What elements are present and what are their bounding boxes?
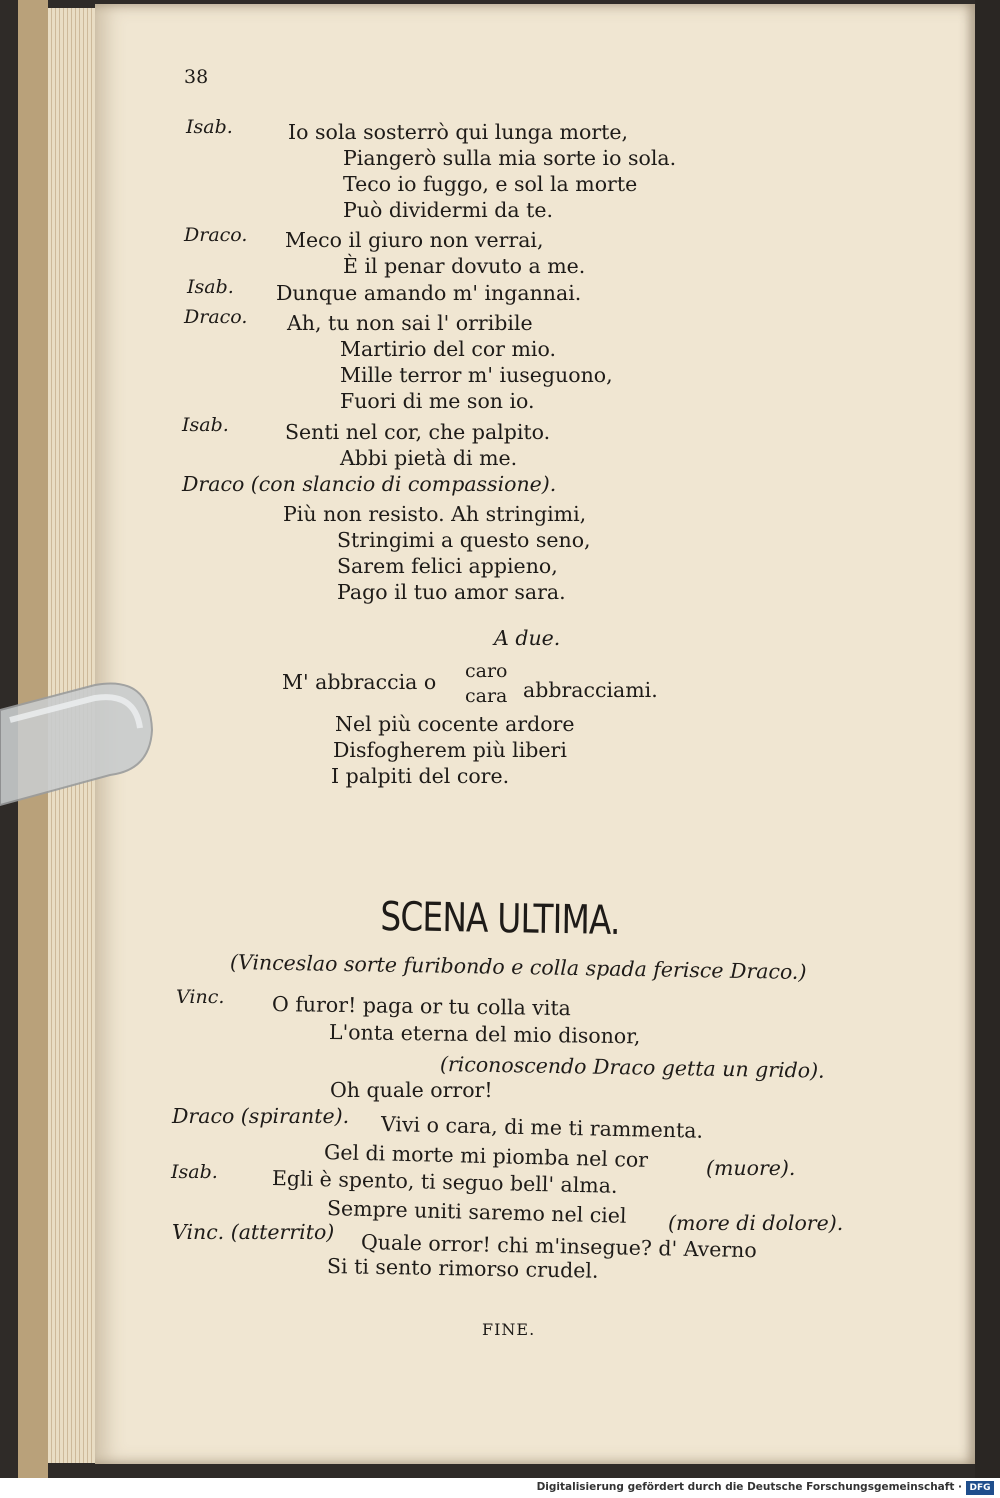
verse-line: Può dividermi da te. (343, 198, 553, 222)
footer-credit: Digitalisierung gefördert durch die Deutsche Forschungsgemeinschaft · (536, 1481, 962, 1493)
verse-line: Stringimi a questo seno, (337, 528, 591, 552)
page-number: 38 (184, 66, 209, 88)
book-spine-right (975, 0, 1000, 1478)
verse-variant-caro: caro (465, 660, 508, 682)
speaker-label: Isab. (182, 414, 229, 436)
verse-line: M' abbraccia o (282, 670, 437, 694)
verse-variant-cara: cara (465, 685, 508, 707)
verse-line: Quale orror! chi m'insegue? d' Averno (360, 1230, 757, 1263)
verse-line: Pago il tuo amor sara. (337, 580, 566, 604)
verse-line: Abbi pietà di me. (340, 446, 518, 470)
speaker-label: Vinc. (atterrito) (172, 1220, 335, 1244)
speaker-label: Isab. (186, 116, 233, 138)
verse-line: Egli è spento, ti seguo bell' alma. (271, 1166, 618, 1198)
verse-line: L'onta eterna del mio disonor, (328, 1020, 641, 1049)
speaker-label: Draco. (184, 306, 248, 328)
verse-line: Mille terror m' iuseguono, (340, 363, 613, 387)
verse-line: Più non resisto. Ah stringimi, (283, 502, 587, 526)
verse-line: Teco io fuggo, e sol la morte (343, 172, 638, 196)
verse-line: Martirio del cor mio. (340, 337, 556, 361)
verse-line: abbracciami. (523, 678, 658, 702)
verse-line: Oh quale orror! (330, 1078, 493, 1102)
verse-line: Vivi o cara, di me ti rammenta. (380, 1112, 704, 1143)
stage-direction: (riconoscendo Draco getta un grido). (439, 1052, 825, 1083)
speaker-label: Isab. (171, 1161, 218, 1183)
verse-line: Sempre uniti saremo nel ciel (326, 1196, 627, 1228)
verse-line: Piangerò sulla mia sorte io sola. (343, 146, 677, 170)
fine-label: FINE. (482, 1320, 536, 1339)
verse-line: Si ti sento rimorso crudel. (326, 1254, 599, 1283)
verse-line: È il penar dovuto a me. (343, 254, 586, 278)
speaker-label: Draco (spirante). (172, 1104, 350, 1128)
scene-heading: SCENA ULTIMA. (380, 893, 620, 945)
verse-line: Ah, tu non sai l' orribile (287, 311, 533, 335)
stage-direction: (Vinceslao sorte furibondo e colla spada ferisce Draco.) (229, 950, 807, 985)
page-clip (0, 680, 155, 820)
verse-line: Dunque amando m' ingannai. (276, 281, 582, 305)
verse-line: Io sola sosterrò qui lunga morte, (288, 120, 629, 144)
verse-line: Disfogherem più liberi (333, 738, 567, 762)
speaker-label: Draco. (184, 224, 248, 246)
speaker-label: Draco (con slancio di compassione). (182, 472, 557, 496)
speaker-label: Vinc. (176, 986, 225, 1008)
stage-direction: (muore). (706, 1156, 796, 1180)
verse-line: Fuori di me son io. (340, 389, 535, 413)
a-due-direction: A due. (494, 626, 561, 650)
verse-line: Senti nel cor, che palpito. (285, 420, 551, 444)
verse-line: Gel di morte mi piomba nel cor (323, 1140, 649, 1172)
verse-line: Meco il giuro non verrai, (285, 228, 544, 252)
verse-line: Nel più cocente ardore (335, 712, 575, 736)
dfg-logo: DFG (966, 1481, 994, 1495)
verse-line: O furor! paga or tu colla vita (271, 992, 572, 1021)
stage-direction: (more di dolore). (668, 1211, 844, 1235)
verse-line: Sarem felici appieno, (337, 554, 558, 578)
speaker-label: Isab. (187, 276, 234, 298)
verse-line: I palpiti del core. (331, 764, 510, 788)
